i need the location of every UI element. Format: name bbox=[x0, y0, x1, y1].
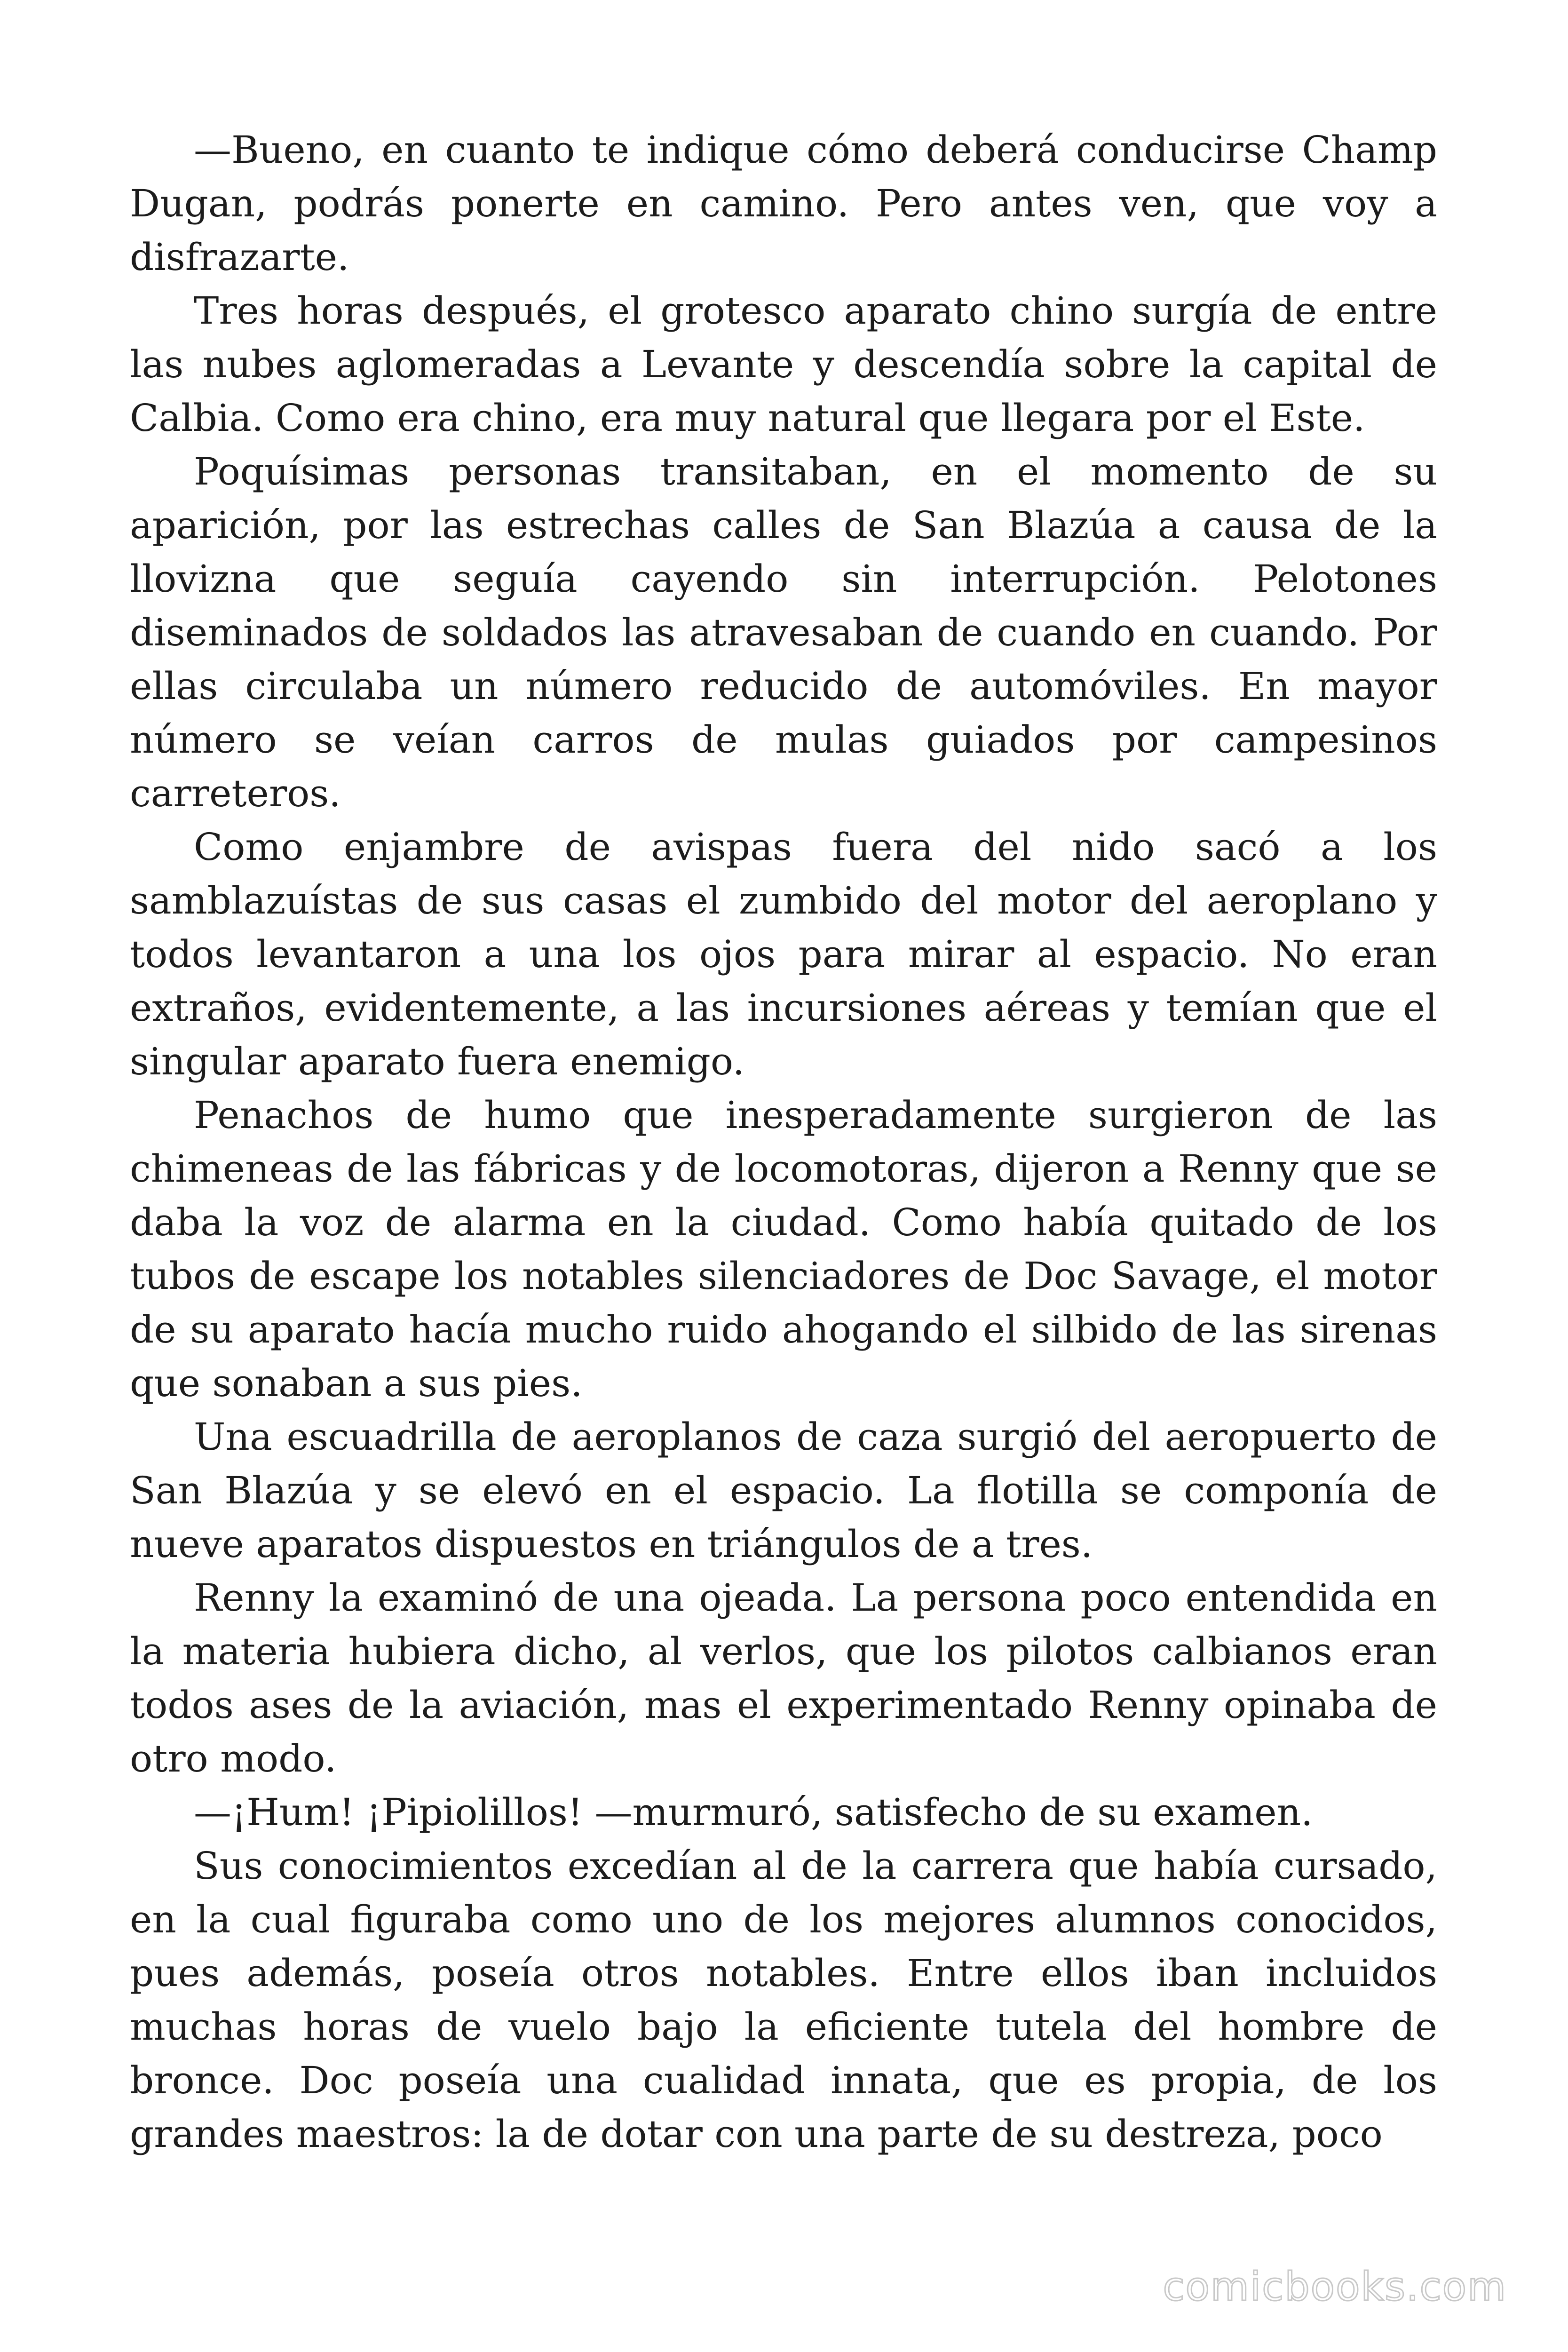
paragraph: Una escuadrilla de aeroplanos de caza surgió del aeropuerto de San Blazúa y se elevó en el espacio. La flotilla se componía de nueve aparatos dispuestos en triángulos de a tres. bbox=[130, 1415, 1437, 1566]
paragraph: Tres horas después, el grotesco aparato chino surgía de entre las nubes aglomeradas a Levante y descendía sobre la capital de Calbia. Como era chino, era muy natural que llegara por el Este. bbox=[130, 289, 1437, 440]
paragraph: —¡Hum! ¡Pipiolillos! —murmuró, satisfecho de su examen. bbox=[194, 1790, 1313, 1834]
paragraph: Penachos de humo que inesperadamente surgieron de las chimeneas de las fábricas y de locomotoras, dijeron a Renny que se daba la voz de alarma en la ciudad. Como había quitado de los tubos de escape los notables silenciadores de Doc Savage, el motor de su aparato hacía mucho ruido ahogando el silbido de las sirenas que sonaban a sus pies. bbox=[130, 1093, 1437, 1405]
paragraph: Como enjambre de avispas fuera del nido sacó a los samblazuístas de sus casas el zumbido del motor del aeroplano y todos levantaron a una los ojos para mirar al espacio. No eran extraños, evidentemente, a las incursiones aéreas y temían que el singular aparato fuera enemigo. bbox=[130, 825, 1437, 1083]
paragraph: Poquísimas personas transitaban, en el momento de su aparición, por las estrechas calles de San Blazúa a causa de la llovizna que seguía cayendo sin interrupción. Pelotones diseminados de soldados las atravesaban de cuando en cuando. Por ellas circulaba un número reducido de automóviles. En mayor número se veían carros de mulas guiados por campesinos carreteros. bbox=[130, 450, 1437, 815]
paragraph: Renny la examinó de una ojeada. La persona poco entendida en la materia hubiera dicho, al verlos, que los pilotos calbianos eran todos ases de la aviación, mas el experimentado Renny opinaba de otro modo. bbox=[130, 1576, 1437, 1780]
paragraph: —Bueno, en cuanto te indique cómo deberá conducirse Champ Dugan, podrás ponerte en camino. Pero antes ven, que voy a disfrazarte. bbox=[130, 128, 1437, 279]
paragraph: Sus conocimientos excedían al de la carrera que había cursado, en la cual figuraba como uno de los mejores alumnos conocidos, pues además, poseía otros notables. Entre ellos iban incluidos muchas horas de vuelo bajo la eficiente tutela del hombre de bronce. Doc poseía una cualidad innata, que es propia, de los grandes maestros: la de dotar con una parte de su destreza, poco bbox=[130, 1844, 1437, 2156]
watermark: comicbooks.com bbox=[1163, 2264, 1507, 2310]
page-body-text bbox=[130, 123, 1437, 2161]
